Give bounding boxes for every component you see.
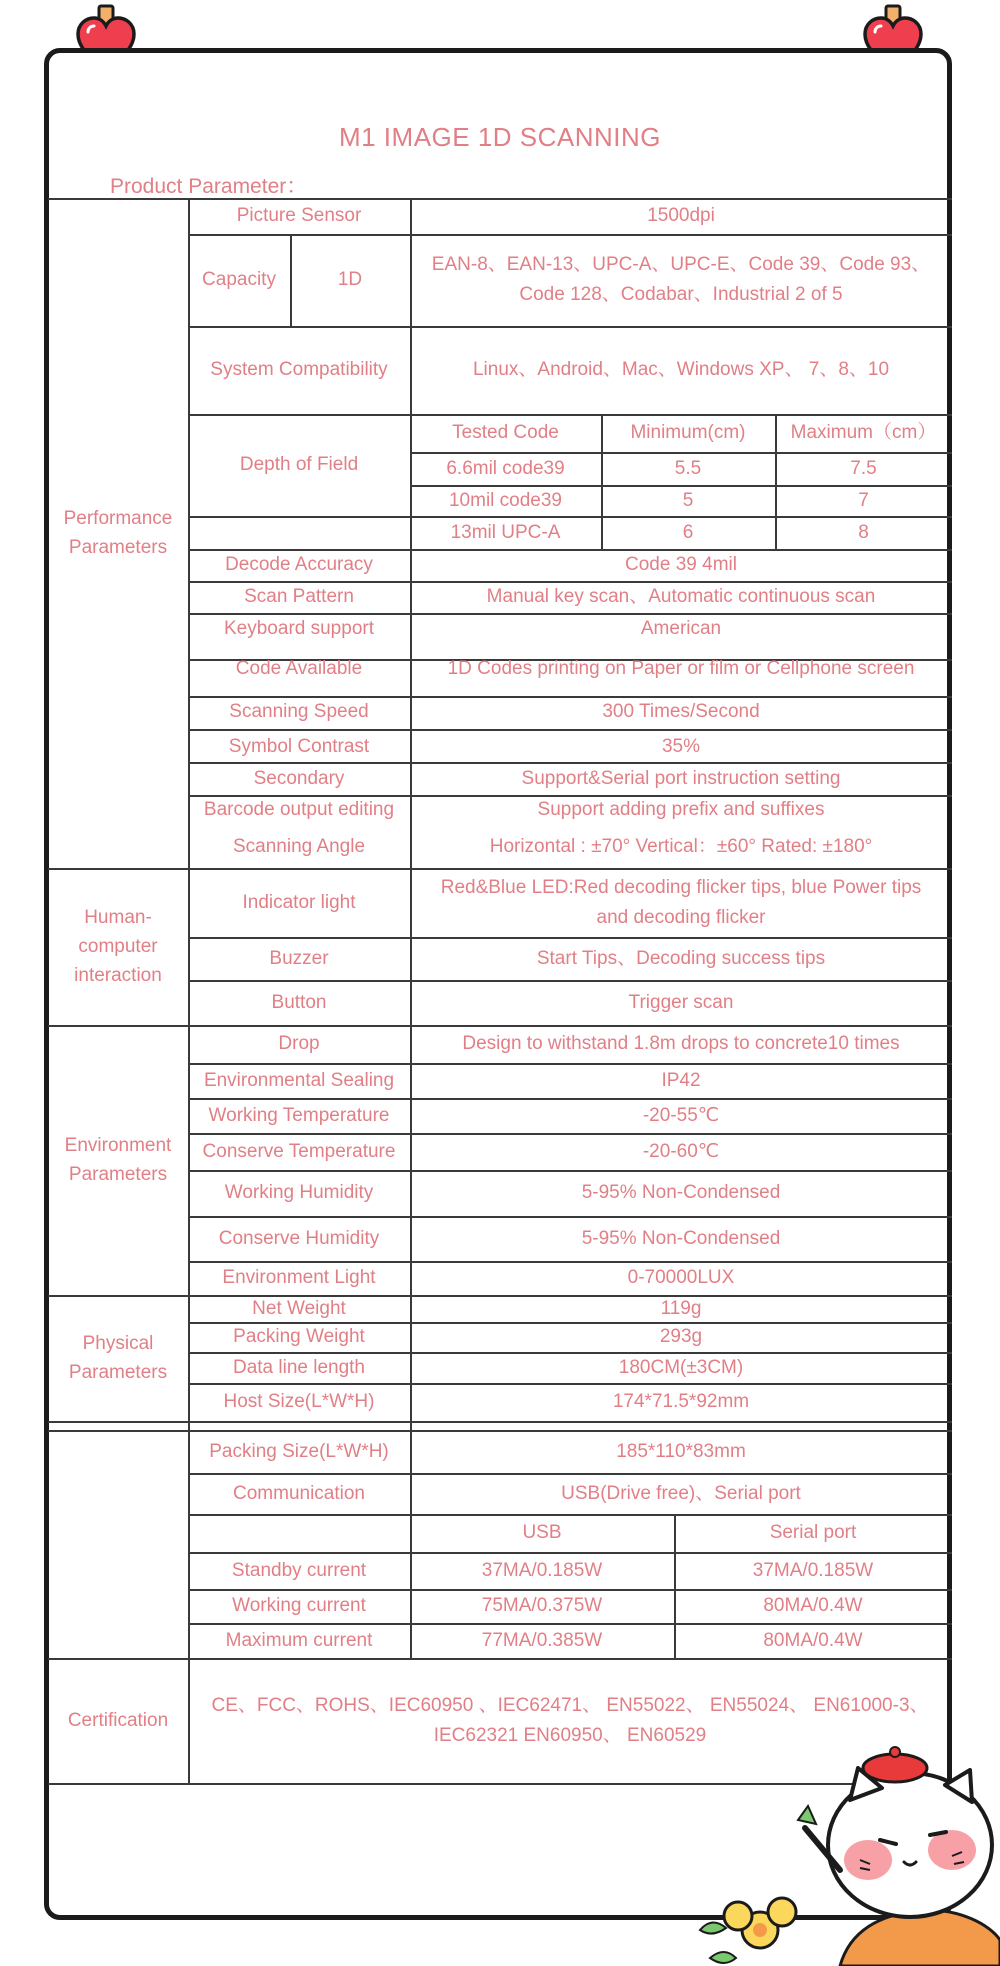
depth-cell: 6.6mil code39 — [446, 457, 565, 479]
cat-mascot-icon — [690, 1740, 1000, 1966]
table-rule — [601, 516, 603, 549]
current-cell: 80MA/0.4W — [763, 1595, 863, 1616]
param-label: Drop — [278, 1033, 320, 1054]
param-value: EAN-8、EAN-13、UPC-A、UPC-E、Code 39、Code 93、 Code 128、Codabar、Industrial 2 of 5 — [431, 254, 931, 305]
param-label: Net Weight — [252, 1297, 346, 1319]
param-label: Working Temperature — [208, 1104, 390, 1126]
param-label: Data line length — [232, 1356, 366, 1378]
current-cell: 37MA/0.185W — [752, 1559, 874, 1581]
param-value: Code 39 4mil — [625, 554, 737, 575]
param-label: Host Size(L*W*H) — [223, 1391, 375, 1412]
depth-cell: 5.5 — [674, 457, 702, 479]
param-label: Conserve Humidity — [218, 1227, 380, 1249]
param-value: 5-95% Non-Condensed — [581, 1182, 781, 1203]
param-label: Indicator light — [242, 891, 356, 913]
param-value: 35% — [661, 736, 701, 757]
depth-header: Minimum(cm) — [630, 422, 746, 443]
param-label: Working Humidity — [224, 1182, 374, 1203]
param-value: 1D Codes printing on Paper or film or Cellphone screen — [447, 657, 915, 679]
category-performance: Performance Parameters — [63, 508, 173, 558]
param-value: 119g — [660, 1297, 702, 1319]
param-label: Button — [271, 991, 327, 1013]
param-label: Conserve Temperature — [202, 1140, 396, 1162]
depth-cell: 7.5 — [850, 457, 877, 479]
table-rule — [48, 1421, 952, 1423]
depth-cell: 13mil UPC-A — [450, 521, 561, 543]
param-label: Packing Weight — [233, 1326, 365, 1347]
param-value: Horizontal : ±70° Vertical：±60° Rated: ±180° — [489, 836, 873, 857]
param-label: Communication — [233, 1482, 365, 1504]
param-label: Packing Size(L*W*H) — [209, 1440, 389, 1462]
depth-cell: 6 — [682, 521, 694, 543]
current-cell: 75MA/0.375W — [481, 1595, 603, 1616]
section-subtitle: Product Parameter： — [110, 175, 308, 198]
param-value: Red&Blue LED:Red decoding flicker tips, blue Power tips and decoding flicker — [440, 876, 922, 928]
category-environment: Environment Parameters — [64, 1135, 172, 1185]
param-label: System Compatibility — [210, 359, 388, 380]
param-label: Environmental Sealing — [203, 1069, 395, 1091]
param-value: 293g — [659, 1326, 703, 1347]
category-human-interaction: Human- computer interaction — [74, 907, 162, 986]
param-label: Working current — [232, 1595, 366, 1616]
param-label: Scanning Angle — [232, 836, 366, 857]
param-value: Start Tips、Decoding success tips — [536, 947, 826, 969]
param-value: 0-70000LUX — [627, 1267, 735, 1288]
param-value: CE、FCC、ROHS、IEC60950 、IEC62471、 EN55022、 EN55024、 EN61000-3、 IEC62321 EN60950、 EN60529 — [211, 1694, 929, 1746]
param-value: USB(Drive free)、Serial port — [561, 1482, 801, 1504]
param-value: 1500dpi — [647, 205, 715, 226]
param-label: Maximum current — [225, 1629, 373, 1651]
param-value: 5-95% Non-Condensed — [581, 1227, 781, 1249]
param-label: Depth of Field — [239, 454, 359, 475]
current-cell: 80MA/0.4W — [763, 1629, 863, 1651]
param-label: Capacity — [202, 269, 276, 290]
depth-header: Maximum（cm） — [790, 422, 937, 443]
param-value: Design to withstand 1.8m drops to concrete10 times — [462, 1033, 900, 1054]
param-label: Keyboard support — [224, 618, 374, 639]
depth-header: Tested Code — [452, 422, 559, 443]
depth-cell: 5 — [682, 489, 694, 511]
param-label: Standby current — [231, 1559, 367, 1581]
depth-cell: 7 — [858, 489, 869, 511]
param-value: -20-60℃ — [642, 1140, 720, 1162]
param-value: 185*110*83mm — [616, 1440, 746, 1462]
param-value: Trigger scan — [628, 991, 734, 1013]
param-label: Symbol Contrast — [228, 736, 370, 757]
param-value: Linux、Android、Mac、Windows XP、 7、8、10 — [472, 359, 890, 380]
page-title: M1 IMAGE 1D SCANNING — [338, 122, 662, 152]
param-value: 300 Times/Second — [602, 700, 760, 722]
current-cell: 37MA/0.185W — [481, 1559, 603, 1581]
param-value: Manual key scan、Automatic continuous scan — [486, 586, 876, 607]
param-label: Decode Accuracy — [225, 554, 373, 575]
param-value: 174*71.5*92mm — [612, 1391, 750, 1412]
param-label: Environment Light — [222, 1267, 376, 1288]
param-value: Support adding prefix and suffixes — [537, 799, 825, 820]
param-label: Secondary — [253, 767, 345, 789]
param-label: Picture Sensor — [236, 205, 362, 226]
current-header: USB — [522, 1522, 562, 1543]
param-label: Scanning Speed — [229, 700, 369, 722]
depth-cell: 8 — [858, 521, 869, 543]
param-value: 180CM(±3CM) — [618, 1356, 744, 1378]
param-label: Code Available — [235, 657, 363, 679]
param-value: Support&Serial port instruction setting — [521, 767, 841, 789]
param-value: IP42 — [661, 1069, 701, 1091]
param-label: Barcode output editing — [203, 799, 395, 820]
current-header: Serial port — [769, 1522, 857, 1543]
category-physical: Physical Parameters — [68, 1333, 168, 1383]
depth-cell: 10mil code39 — [448, 489, 563, 511]
table-rule — [775, 516, 777, 549]
current-cell: 77MA/0.385W — [481, 1629, 603, 1651]
category-certification: Certification — [67, 1710, 169, 1731]
param-sublabel: 1D — [337, 269, 363, 290]
param-label: Scan Pattern — [244, 586, 354, 607]
param-value: American — [640, 618, 722, 639]
param-label: Buzzer — [269, 947, 329, 969]
param-value: -20-55℃ — [642, 1104, 720, 1126]
